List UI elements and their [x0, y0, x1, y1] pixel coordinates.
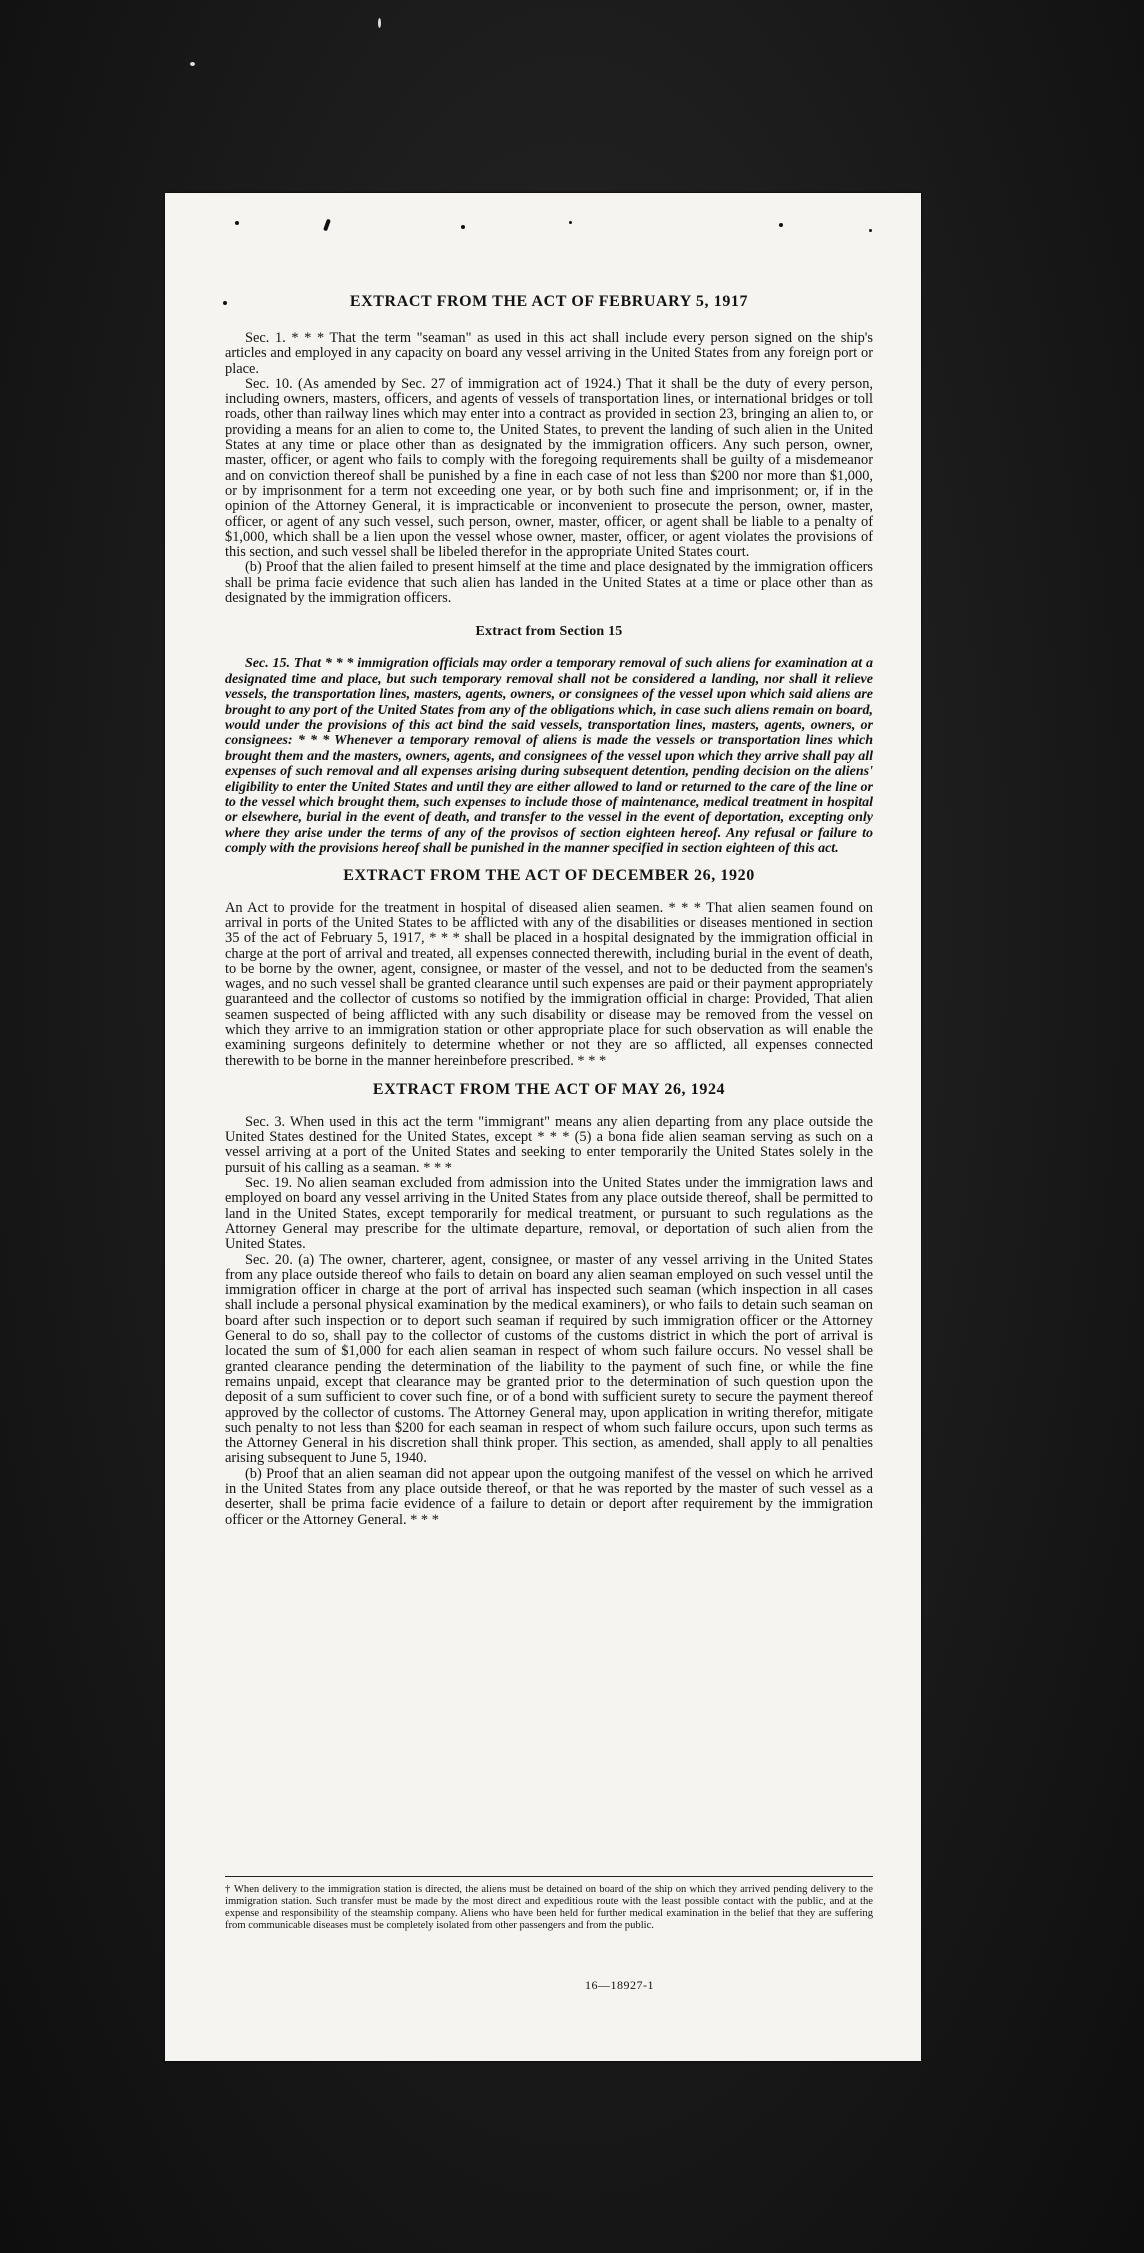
- section-19-text: Sec. 19. No alien seaman excluded from admission into the United States under the immigration laws and employed on board any vessel arriving in the United States from any place outside thereof, shall be permitted to land in the United States, except temporarily for medical treatment, or pursuant to such regulations as the Attorney General may prescribe for the ultimate departure, removal, or deportation of such alien from the United States.: [225, 1175, 873, 1253]
- paper-speck: [569, 221, 572, 224]
- footnote-text: † When delivery to the immigration station is directed, the aliens must be detained on board of the ship on which they arrived pending delivery to the immigration station. Such transfer must be made by the most direct and expeditious route with the least possible contact with the public, and at the expense and responsibility of the steamship company. Aliens who have been held for further medical examination in the belief that they are suffering from communicable diseases must be completely isolated from other passengers and from the public.: [225, 1884, 873, 1931]
- section-10b-text: (b) Proof that the alien failed to present himself at the time and place designated by the immigration officers shall be prima facie evidence that such alien has landed in the United States at a time or place other than as designated by the immigration officers.: [225, 559, 873, 607]
- footnote-divider: [225, 1876, 873, 1877]
- section-15-text: Sec. 15. That * * * immigration officials may order a temporary removal of such aliens for examination at a designated time and place, but such temporary removal shall not be considered a landing, nor shall it relieve vessels, the transportation lines, masters, agents, owners, or consignees of the vessel upon which said aliens are brought to any port of the United States from any of the obligations which, in case such aliens remain on board, would under the provisions of this act bind the said vessels, transportation lines, masters, agents, owners, or consignees: * * * Whenever a temporary removal of aliens is made the vessels or transportation lines which brought them and the masters, owners, agents, and consignees of the vessel upon which they arrive shall pay all expenses of such removal and all expenses arising during subsequent detention, pending decision on the aliens' eligibility to enter the United States and until they are either allowed to land or returned to the care of the line or to the vessel which brought them, such expenses to include those of maintenance, medical treatment in hospital or elsewhere, burial in the event of death, and transfer to the vessel in the event of deportation, excepting only where they arise under the terms of any of the provisos of section eighteen hereof. Any refusal or failure to comply with the provisions hereof shall be punished in the manner specified in section eighteen of this act.: [225, 656, 873, 857]
- document-body: [225, 293, 873, 1528]
- paper-speck: [461, 225, 465, 229]
- heading-act-1920: EXTRACT FROM THE ACT OF DECEMBER 26, 1920: [343, 866, 755, 884]
- paper-speck: [779, 223, 783, 227]
- document-page: [165, 193, 921, 2061]
- section-20a-text: Sec. 20. (a) The owner, charterer, agent, consignee, or master of any vessel arriving in the United States from any place outside thereof who fails to detain on board any alien seaman employed on such vessel until the immigration officer in charge at the port of arrival has inspected such seaman (which inspection in all cases shall include a personal physical examination by the medical examiners), or who fails to detain such seaman on board after such inspection or to deport such seaman if required by such immigration officer or the Attorney General to do so, shall pay to the collector of customs of the customs district in which the port of arrival is located the sum of $1,000 for each alien seaman in respect of whom such failure occurs. No vessel shall be granted clearance pending the determination of the liability to the payment of such fine, or while the fine remains unpaid, except that clearance may be granted prior to the determination of such question upon the deposit of a sum sufficient to cover such fine, or of a bond with sufficient surety to secure the payment thereof approved by the collector of customs. The Attorney General may, upon application in writing therefor, mitigate such penalty to not less than $200 for each seaman in respect of whom such failure occurs, upon such terms as the Attorney General in his discretion shall think proper. This section, as amended, shall apply to all penalties arising subsequent to June 5, 1940.: [225, 1251, 873, 1467]
- paper-speck: [235, 221, 239, 225]
- heading-act-1917: EXTRACT FROM THE ACT OF FEBRUARY 5, 1917: [349, 293, 749, 310]
- paper-speck: [869, 229, 872, 232]
- section-1-text: Sec. 1. * * * That the term "seaman" as used in this act shall include every person signed on the ship's articles and employed in any capacity on board any vessel arriving in the United States from any foreign port or place.: [225, 330, 873, 377]
- section-10-text: Sec. 10. (As amended by Sec. 27 of immigration act of 1924.) That it shall be the duty of every person, including owners, masters, officers, and agents of vessels of transportation lines, or international bridges or toll roads, other than railway lines which may enter into a contract as provided in section 23, bringing an alien to, or providing a means for an alien to come to, the United States, to prevent the landing of such alien in the United States at any time or place other than as designated by the immigration officers. Any such person, owner, master, officer, or agent who fails to comply with the foregoing requirements shall be guilty of a misdemeanor and on conviction thereof shall be punished by a fine in each case of not less than $200 nor more than $1,000, or by imprisonment for a term not exceeding one year, or by both such fine and imprisonment; or, if in the opinion of the Attorney General, it is impracticable or inconvenient to prosecute the person, owner, master, officer, or agent of any such vessel, such person, owner, master, officer, or agent shall be liable to a penalty of $1,000, which shall be a lien upon the vessel whose owner, master, officer, or agent violates the provisions of this section, and such vessel shall be libeled therefor in the appropriate United States court.: [225, 375, 873, 561]
- section-3-text: Sec. 3. When used in this act the term "immigrant" means any alien departing from any place outside the United States destined for the United States, except * * * (5) a bona fide alien seaman serving as such on a vessel arriving at a port of the United States and seeking to enter temporarily the United States solely in the pursuit of his calling as a seaman. * * *: [225, 1113, 873, 1176]
- heading-act-1924: EXTRACT FROM THE ACT OF MAY 26, 1924: [372, 1080, 726, 1098]
- section-20b-text: (b) Proof that an alien seaman did not appear upon the outgoing manifest of the vessel on which he arrived in the United States from any place outside thereof, or that he was reported by the master of such vessel as a deserter, shall be prima facie evidence of a failure to detain or deport after requirement by the immigration officer or the Attorney General. * * *: [225, 1465, 873, 1528]
- form-number: 16—18927-1: [585, 1978, 654, 1992]
- paper-speck: [323, 219, 331, 232]
- scan-speck: [378, 18, 381, 28]
- act-1920-text: An Act to provide for the treatment in hospital of diseased alien seamen. * * * That alien seamen found on arrival in ports of the United States to be afflicted with any of the disabilities or diseases mentioned in section 35 of the act of February 5, 1917, * * * shall be placed in a hospital designated by the immigration official in charge at the port of arrival and treated, all expenses connected therewith, including burial in the event of death, to be borne by the owner, agent, consignee, or master of the vessel, and not to be deducted from the seamen's wages, and no such vessel shall be granted clearance until such expenses are paid or their payment appropriately guaranteed and the collector of customs so notified by the immigration official in charge: Provided, That alien seamen suspected of being afflicted with any such disability or disease may be removed from the vessel on which they arrive to an immigration station or other appropriate place for such observation as will enable the examining surgeons definitely to determine whether or not they are so afflicted, all expenses connected therewith to be borne in the manner hereinbefore prescribed. * * *: [225, 899, 873, 1069]
- scan-speck: [190, 62, 195, 66]
- heading-section-15: Extract from Section 15: [475, 624, 623, 640]
